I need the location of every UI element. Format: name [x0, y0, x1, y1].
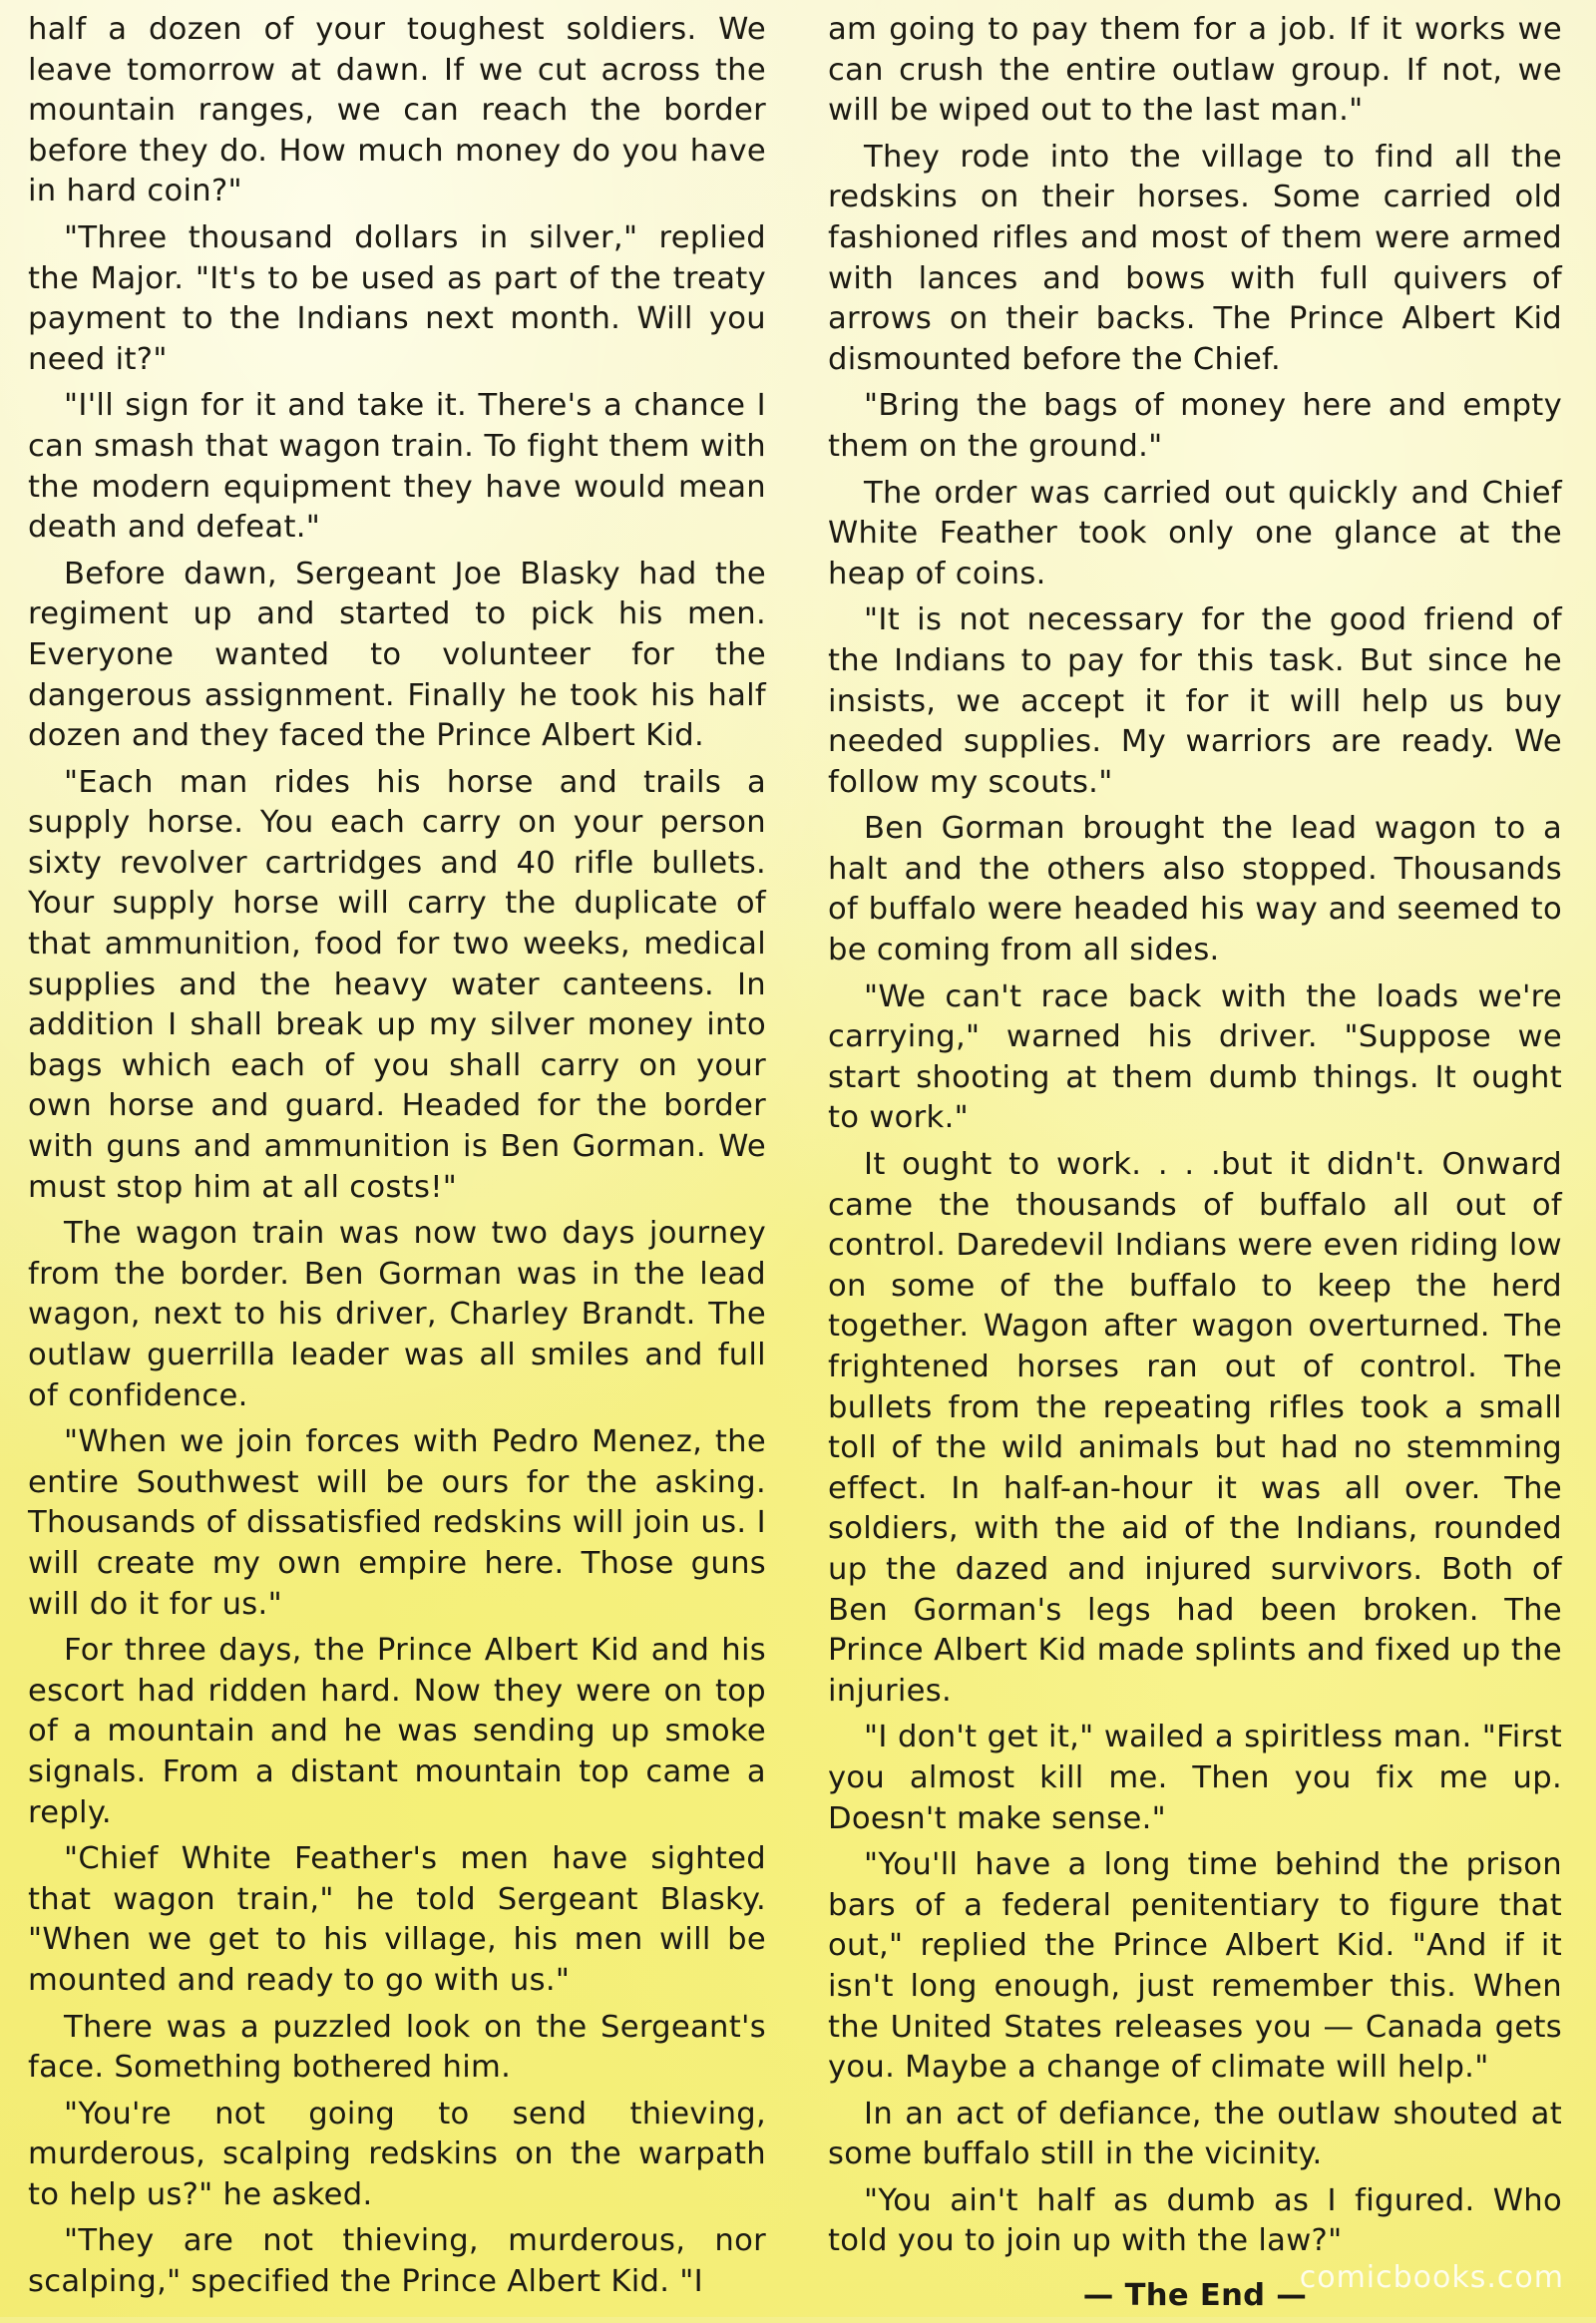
paragraph: am going to pay them for a job. If it works we can crush the entire outlaw group. If not, we will be wiped out to the last man.": [828, 12, 1562, 129]
right-text-column: [828, 10, 1562, 2323]
left-text-column: [28, 10, 766, 2309]
paragraph: Before dawn, Sergeant Joe Blasky had the regiment up and started to pick his men. Everyone wanted to volunteer for the dangerous assignment. Finally he took his half dozen and they faced the Prince Albert Kid.: [28, 556, 766, 754]
paragraph: "You'll have a long time behind the prison bars of a federal penitentiary to figure that out," replied the Prince Albert Kid. "And if it isn't long enough, just remember this. When the United States releases you — Canada gets you. Maybe a change of climate will help.": [828, 1847, 1562, 2086]
paragraph: "Three thousand dollars in silver," replied the Major. "It's to be used as part of the treaty payment to the Indians next month. Will you need it?": [28, 219, 766, 377]
paragraph: It ought to work. . . .but it didn't. Onward came the thousands of buffalo all out of control. Daredevil Indians were even riding low on some of the buffalo to keep the herd together. Wagon after wagon overturned. The frightened horses ran out of control. The bullets from the repeating rifles took a small toll of the wild animals but had no stemming effect. In half-an-hour it was all over. The soldiers, with the aid of the Indians, rounded up the dazed and injured survivors. Both of Ben Gorman's legs had been broken. The Prince Albert Kid made splints and fixed up the injuries.: [828, 1147, 1562, 1709]
paragraph: "I'll sign for it and take it. There's a chance I can smash that wagon train. To fight them with the modern equipment they have would mean death and defeat.": [28, 388, 766, 546]
paragraph: "It is not necessary for the good friend of the Indians to pay for this task. But since he insists, we accept it for it will help us buy needed supplies. My warriors are ready. We follow my scouts.": [828, 602, 1562, 800]
paragraph: "You're not going to send thieving, murderous, scalping redskins on the warpath to help us?" he asked.: [28, 2096, 766, 2212]
watermark: comicbooks.com: [1299, 2260, 1564, 2295]
paragraph: In an act of defiance, the outlaw shouted at some buffalo still in the vicinity.: [828, 2096, 1562, 2172]
paragraph: "You ain't half as dumb as I figured. Who told you to join up with the law?": [828, 2182, 1562, 2259]
paragraph: half a dozen of your toughest soldiers. We leave tomorrow at dawn. If we cut across the mountain ranges, we can reach the border before they do. How much money do you have in hard coin?": [28, 12, 766, 209]
paragraph: "Bring the bags of money here and empty them on the ground.": [828, 388, 1562, 464]
paragraph: The wagon train was now two days journey from the border. Ben Gorman was in the lead wagon, next to his driver, Charley Brandt. The outlaw guerrilla leader was all smiles and full of confidence.: [28, 1216, 766, 1413]
paragraph: Ben Gorman brought the lead wagon to a halt and the others also stopped. Thousands of buffalo were headed his way and seemed to be coming from all sides.: [828, 811, 1562, 968]
paragraph: For three days, the Prince Albert Kid and his escort had ridden hard. Now they were on top of a mountain and he was sending up smoke signals. From a distant mountain top came a reply.: [28, 1633, 766, 1830]
paragraph: The order was carried out quickly and Chief White Feather took only one glance at the heap of coins.: [828, 475, 1562, 591]
paragraph: "Chief White Feather's men have sighted that wagon train," he told Sergeant Blasky. "When we get to his village, his men will be mounted and ready to go with us.": [28, 1841, 766, 1998]
paragraph: "Each man rides his horse and trails a supply horse. You each carry on your person sixty revolver cartridges and 40 rifle bullets. Your supply horse will carry the duplicate of that ammunition, food for two weeks, medical supplies and the heavy water canteens. In addition I shall break up my silver money into bags which each of you shall carry on your own horse and guard. Headed for the border with guns and ammunition is Ben Gorman. We must stop him at all costs!": [28, 764, 766, 1205]
paragraph: There was a puzzled look on the Sergeant's face. Something bothered him.: [28, 2009, 766, 2086]
the-end-label: — The End —: [1082, 2278, 1308, 2314]
paragraph: "They are not thieving, murderous, nor scalping," specified the Prince Albert Kid. "I: [28, 2223, 766, 2300]
paragraph: "I don't get it," wailed a spiritless man. "First you almost kill me. Then you fix me up. Doesn't make sense.": [828, 1720, 1562, 1836]
paragraph: "When we join forces with Pedro Menez, the entire Southwest will be ours for the asking. Thousands of dissatisfied redskins will join us. I will create my own empire here. Those guns will do it for us.": [28, 1424, 766, 1622]
paragraph: They rode into the village to find all the redskins on their horses. Some carried old fashioned rifles and most of them were armed with lances and bows with full quivers of arrows on their backs. The Prince Albert Kid dismounted before the Chief.: [828, 139, 1562, 377]
paragraph: "We can't race back with the loads we're carrying," warned his driver. "Suppose we start shooting at them dumb things. It ought to work.": [828, 978, 1562, 1136]
